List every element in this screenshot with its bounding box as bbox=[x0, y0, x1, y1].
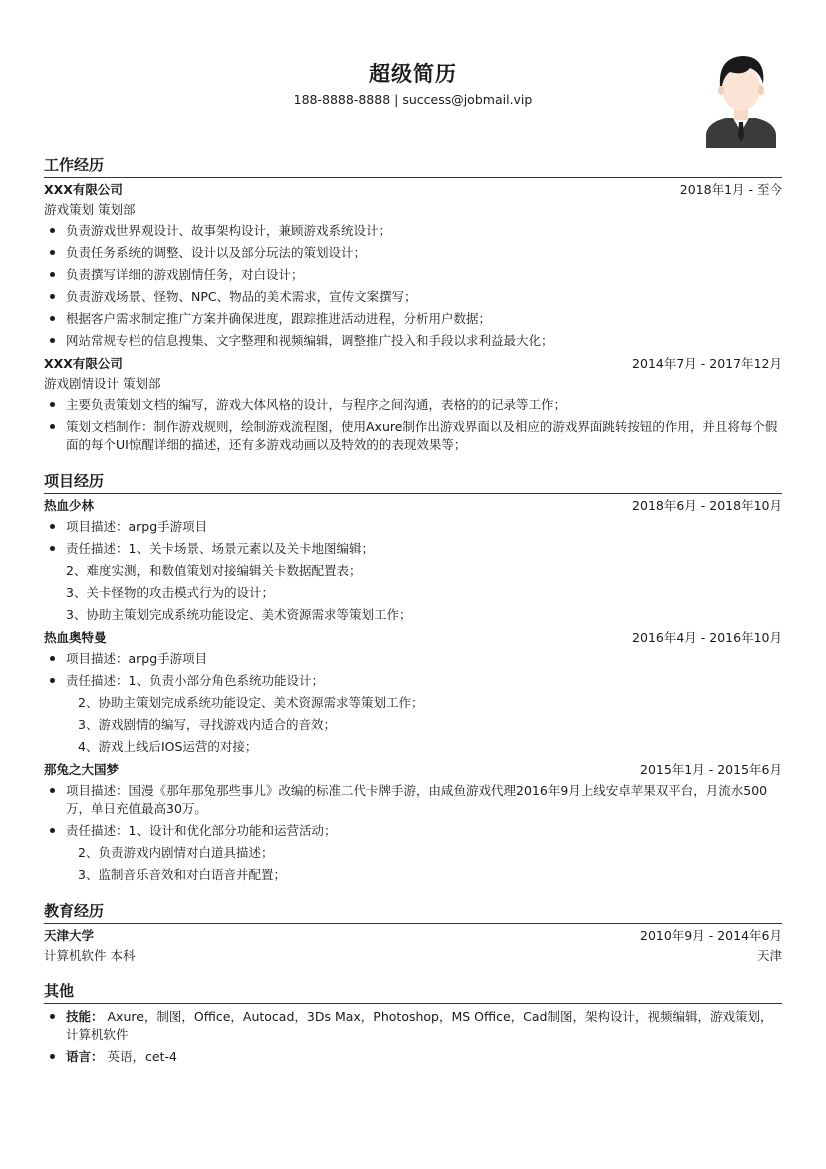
section-title-other: 其他 bbox=[44, 980, 782, 1004]
duty-line: 3、协助主策划完成系统功能设定、美术资源需求等策划工作； bbox=[66, 607, 412, 622]
job-role: 游戏剧情设计 策划部 bbox=[44, 376, 161, 391]
duty-line: 3、关卡怪物的攻击模式行为的设计； bbox=[66, 585, 274, 600]
project-details bbox=[44, 780, 782, 886]
date-range: 2014年7月 - 2017年12月 bbox=[632, 356, 782, 371]
project-name: 热血奥特曼 bbox=[44, 630, 107, 645]
list-item: 负责撰写详细的游戏剧情任务，对白设计； bbox=[44, 264, 782, 286]
project-entry bbox=[44, 760, 782, 886]
date-range: 2016年4月 - 2016年10月 bbox=[632, 630, 782, 645]
resume-content bbox=[44, 154, 782, 1068]
duty-line: 2、难度实测，和数值策划对接编辑关卡数据配置表； bbox=[66, 563, 362, 578]
list-item: 网站常规专栏的信息搜集、文字整理和视频编辑，调整推广投入和手段以求利益最大化； bbox=[44, 330, 782, 352]
project-entry bbox=[44, 496, 782, 626]
duty-line: 2、协助主策划完成系统功能设定、美术资源需求等策划工作； bbox=[78, 695, 424, 710]
section-title-work: 工作经历 bbox=[44, 154, 782, 178]
language-label: 语言： bbox=[66, 1049, 104, 1064]
list-item: 主要负责策划文档的编写，游戏大体风格的设计，与程序之间沟通，表格的的记录等工作； bbox=[44, 394, 782, 416]
duty-line: 3、监制音乐音效和对白语音并配置； bbox=[78, 867, 286, 882]
list-item bbox=[44, 538, 782, 626]
major: 计算机软件 本科 bbox=[44, 948, 136, 963]
section-title-education: 教育经历 bbox=[44, 900, 782, 924]
school-name: 天津大学 bbox=[44, 928, 95, 943]
other-list bbox=[44, 1006, 782, 1068]
language-text: 英语，cet-4 bbox=[107, 1049, 177, 1064]
project-name: 热血少林 bbox=[44, 498, 95, 513]
project-details bbox=[44, 516, 782, 626]
list-item: 项目描述：国漫《那年那兔那些事儿》改编的标准二代卡牌手游，由咸鱼游戏代理2016年9月上线安卓苹果双平台，月流水500万，单日充值最高30万。 bbox=[44, 780, 782, 820]
list-item: 策划文档制作：制作游戏规则，绘制游戏流程图，使用Axure制作出游戏界面以及相应的游戏界面跳转按钮的作用，并且将每个假面的每个UI惊醒详细的描述，还有多游戏动画以及特效的的表现效果等； bbox=[44, 416, 782, 456]
duty-list bbox=[44, 394, 782, 456]
skills-text: Axure，制图，Office，Autocad，3Ds Max，Photoshop，MS Office，Cad制图，架构设计，视频编辑，游戏策划，计算机软件 bbox=[66, 1009, 773, 1042]
duty-line: 4、游戏上线后IOS运营的对接； bbox=[78, 739, 258, 754]
duty-line: 责任描述：1、设计和优化部分功能和运营活动； bbox=[66, 823, 337, 838]
list-item: 负责游戏场景、怪物、NPC、物品的美术需求，宣传文案撰写； bbox=[44, 286, 782, 308]
work-entry bbox=[44, 180, 782, 352]
duty-line: 责任描述：1、负责小部分角色系统功能设计； bbox=[66, 673, 324, 688]
date-range: 2018年6月 - 2018年10月 bbox=[632, 498, 782, 513]
contact-info: 188-8888-8888 | success@jobmail.vip bbox=[293, 92, 533, 107]
avatar bbox=[700, 50, 782, 148]
date-range: 2015年1月 - 2015年6月 bbox=[640, 762, 782, 777]
date-range: 2018年1月 - 至今 bbox=[679, 182, 782, 197]
list-item bbox=[44, 1006, 782, 1046]
project-name: 那兔之大国梦 bbox=[44, 762, 120, 777]
list-item bbox=[44, 670, 782, 758]
list-item: 项目描述：arpg手游项目 bbox=[44, 648, 782, 670]
project-details bbox=[44, 648, 782, 758]
date-range: 2010年9月 - 2014年6月 bbox=[640, 928, 782, 943]
city: 天津 bbox=[756, 948, 782, 963]
list-item bbox=[44, 1046, 782, 1068]
skills-label: 技能： bbox=[66, 1009, 104, 1024]
duty-line: 3、游戏剧情的编写，寻找游戏内适合的音效； bbox=[78, 717, 336, 732]
duty-line: 责任描述：1、关卡场景、场景元素以及关卡地图编辑； bbox=[66, 541, 374, 556]
list-item: 负责任务系统的调整、设计以及部分玩法的策划设计； bbox=[44, 242, 782, 264]
list-item bbox=[44, 820, 782, 886]
list-item: 项目描述：arpg手游项目 bbox=[44, 516, 782, 538]
list-item: 根据客户需求制定推广方案并确保进度，跟踪推进活动进程，分析用户数据； bbox=[44, 308, 782, 330]
list-item: 负责游戏世界观设计、故事架构设计，兼顾游戏系统设计； bbox=[44, 220, 782, 242]
project-entry bbox=[44, 628, 782, 758]
company-name: XXX有限公司 bbox=[44, 356, 123, 371]
company-name: XXX有限公司 bbox=[44, 182, 123, 197]
job-role: 游戏策划 策划部 bbox=[44, 202, 136, 217]
work-entry bbox=[44, 354, 782, 456]
duty-list bbox=[44, 220, 782, 352]
education-entry bbox=[44, 926, 782, 966]
duty-line: 2、负责游戏内剧情对白道具描述； bbox=[78, 845, 274, 860]
resume-title: 超级简历 bbox=[369, 62, 457, 86]
section-title-projects: 项目经历 bbox=[44, 470, 782, 494]
